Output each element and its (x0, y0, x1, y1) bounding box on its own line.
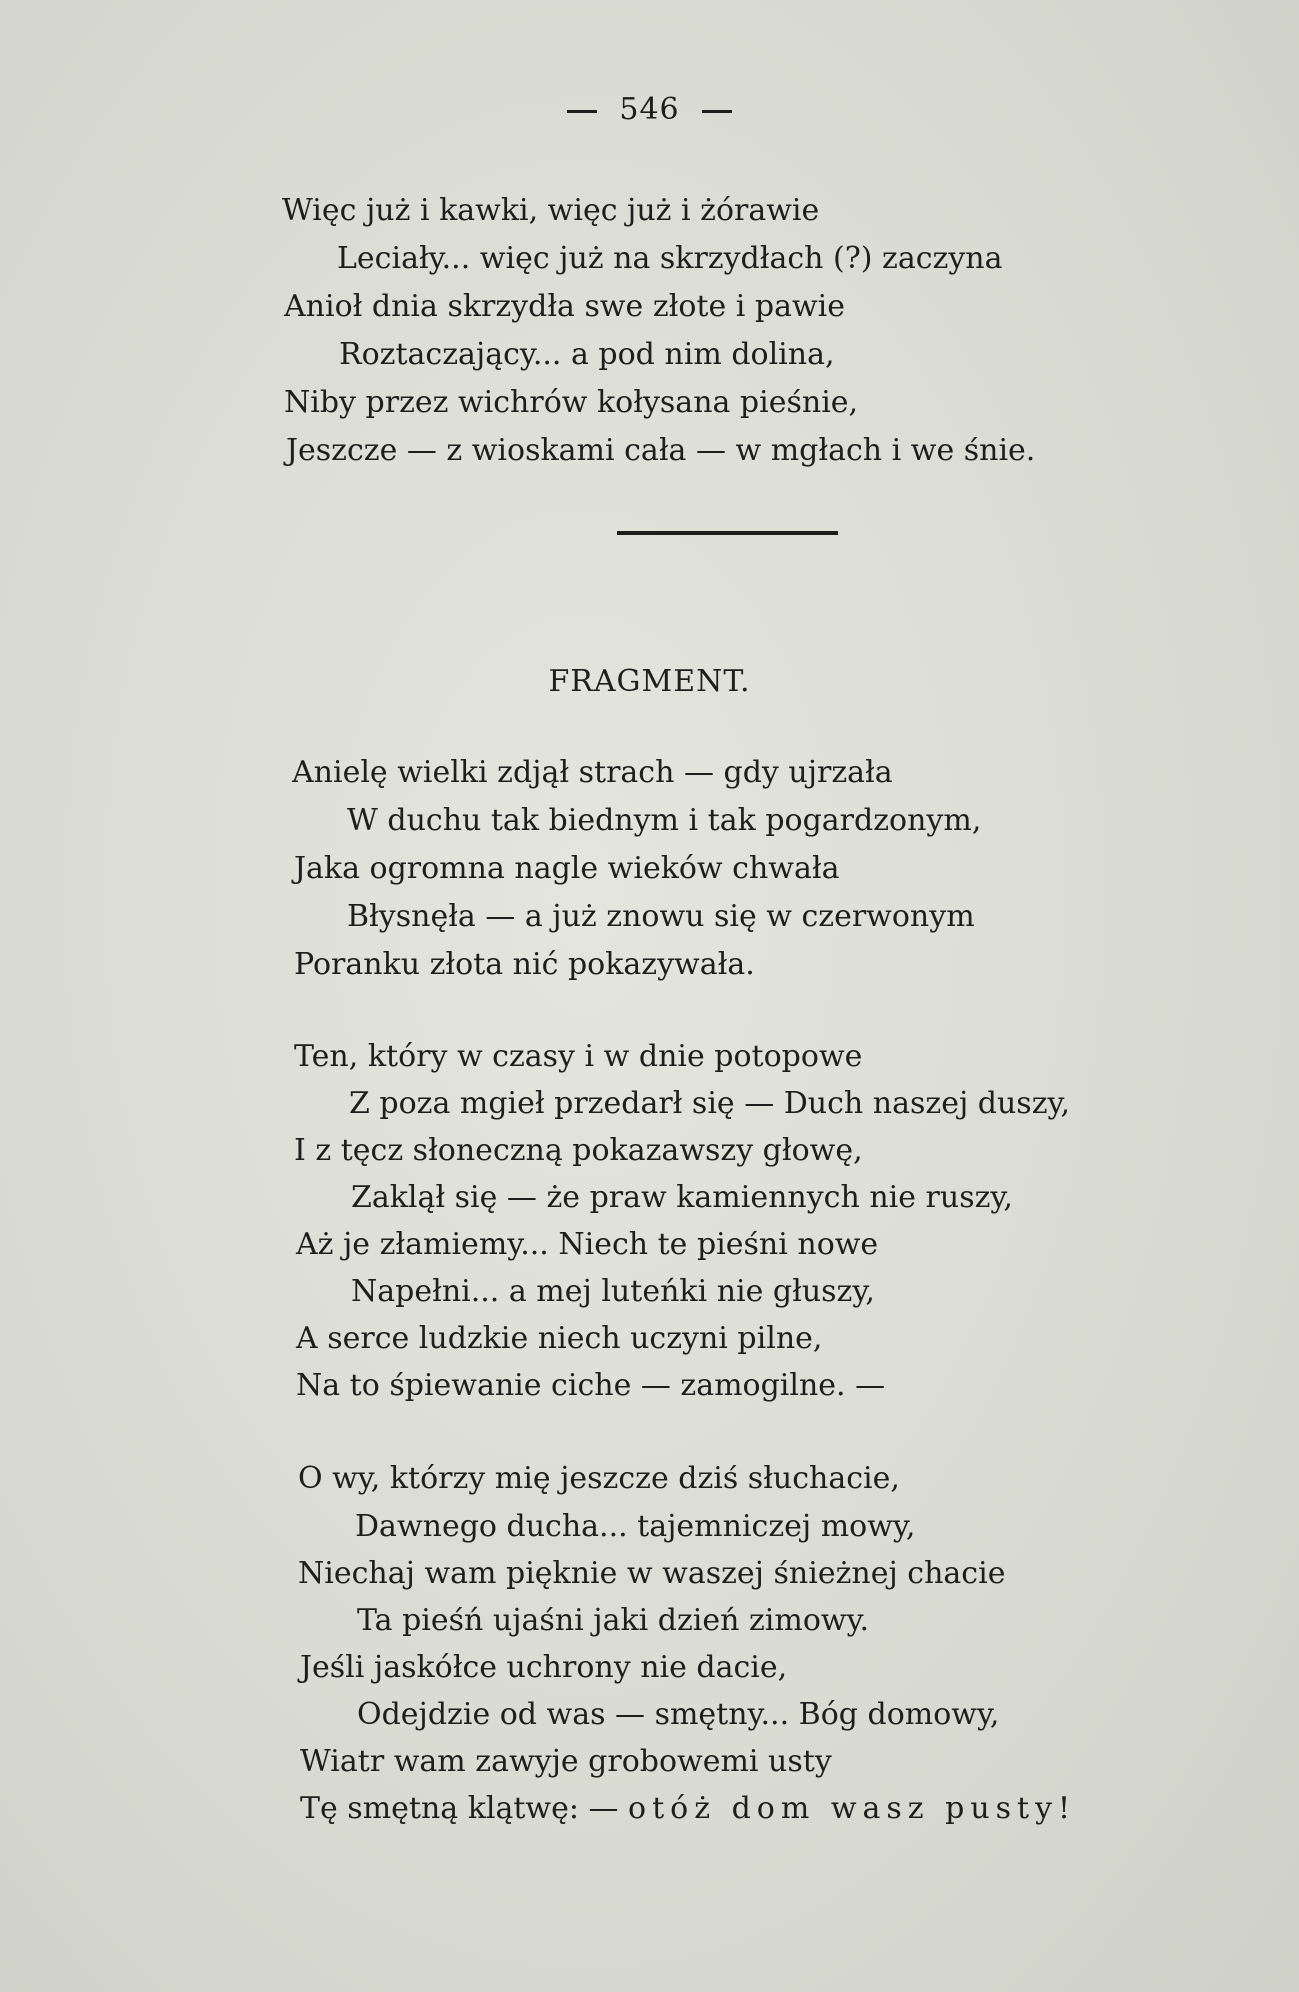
poem-line: A serce ludzkie niech uczyni pilne, (296, 1321, 823, 1356)
poem-line: Odejdzie od was — smętny... Bóg domowy, (357, 1697, 1000, 1732)
final-line-start: Tę smętną klątwę: — (300, 1791, 619, 1826)
fragment-title: FRAGMENT. (548, 664, 751, 699)
poem-line: Napełni... a mej luteńki nie głuszy, (351, 1274, 875, 1309)
poem-line: Dawnego ducha... tajemniczej mowy, (355, 1509, 916, 1544)
page-number: 546 (619, 92, 680, 127)
dash-right (702, 110, 732, 113)
poem-line: Poranku złota nić pokazywała. (294, 947, 755, 982)
poem-line: Anioł dnia skrzydła swe złote i pawie (284, 289, 846, 324)
poem-line: Z poza mgieł przedarł się — Duch naszej duszy, (349, 1086, 1071, 1121)
section-divider (617, 531, 838, 535)
poem-line: Wiatr wam zawyje grobowemi usty (300, 1744, 832, 1779)
poem-line: Na to śpiewanie ciche — zamogilne. — (296, 1368, 886, 1403)
poem-line: Błysnęła — a już znowu się w czerwonym (347, 899, 975, 934)
poem-line: Niby przez wichrów kołysana pieśnie, (284, 385, 859, 420)
poem-line: Jeśli jaskółce uchrony nie dacie, (300, 1650, 788, 1685)
poem-line-final (300, 1791, 1077, 1826)
poem-line: Roztaczający... a pod nim dolina, (339, 337, 835, 372)
page-number-header (0, 92, 1299, 127)
poem-line: Niechaj wam pięknie w waszej śnieżnej chacie (298, 1556, 1006, 1591)
poem-line: Jaka ogromna nagle wieków chwała (294, 851, 840, 886)
poem-line: Zaklął się — że praw kamiennych nie ruszy, (351, 1180, 1013, 1215)
final-line-spaced: otóż dom wasz pusty! (628, 1791, 1077, 1826)
poem-line: Więc już i kawki, więc już i żórawie (282, 193, 820, 228)
poem-line: Ten, który w czasy i w dnie potopowe (294, 1039, 863, 1074)
poem-line: Aż je złamiemy... Niech te pieśni nowe (296, 1227, 879, 1262)
poem-line: Ta pieśń ujaśni jaki dzień zimowy. (357, 1603, 870, 1638)
poem-line: I z tęcz słoneczną pokazawszy głowę, (294, 1133, 863, 1168)
poem-line: W duchu tak biednym i tak pogardzonym, (347, 803, 982, 838)
poem-line: Leciały... więc już na skrzydłach (?) zaczyna (337, 241, 1003, 276)
poem-line: Anielę wielki zdjął strach — gdy ujrzała (292, 755, 893, 790)
poem-line: Jeszcze — z wioskami cała — w mgłach i we śnie. (286, 433, 1036, 468)
dash-left (567, 110, 597, 113)
poem-line: O wy, którzy mię jeszcze dziś słuchacie, (298, 1461, 900, 1496)
